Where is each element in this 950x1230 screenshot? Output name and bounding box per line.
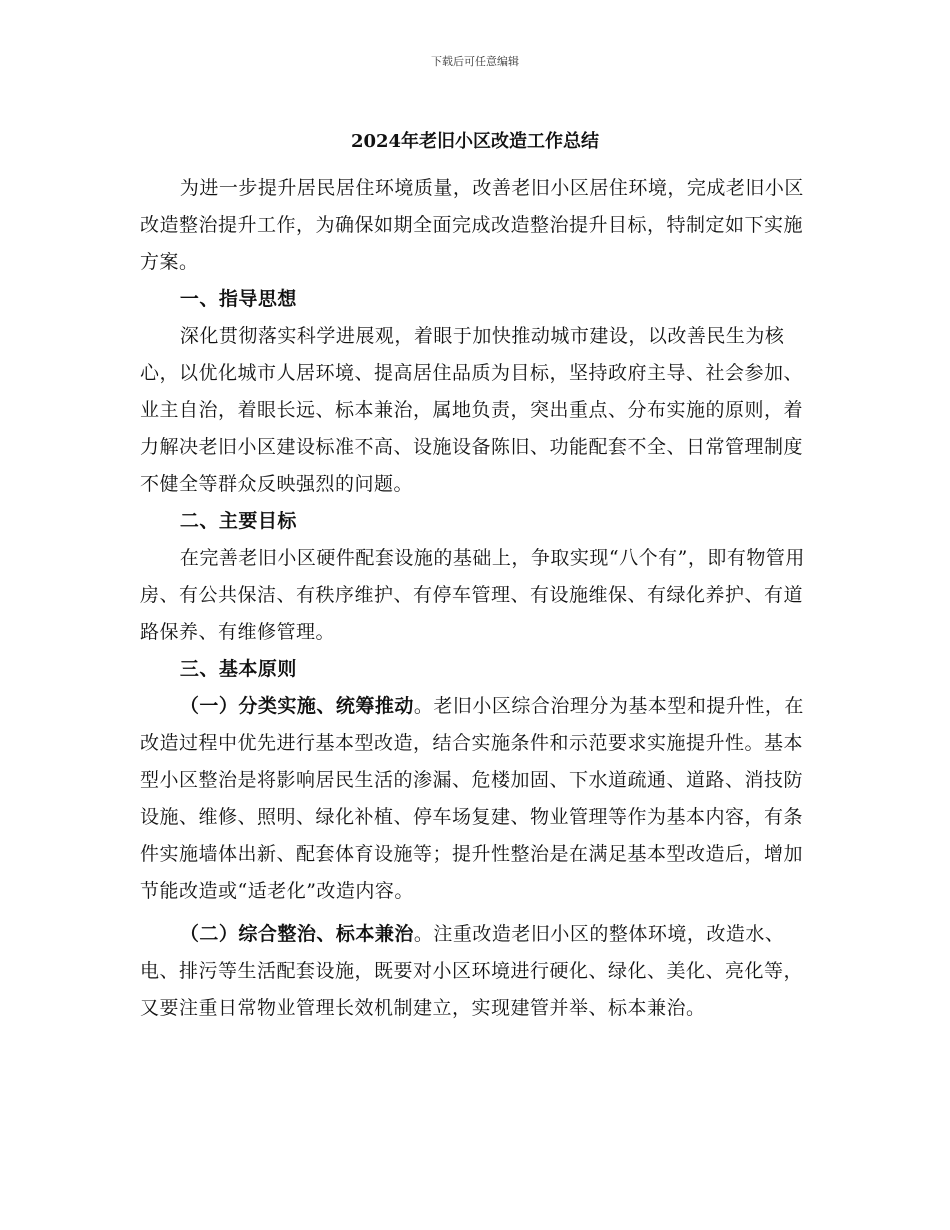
principle-2-lead: （二）综合整治、标本兼治 xyxy=(179,923,414,945)
section-heading-guiding-ideology: 一、指导思想 xyxy=(179,288,297,310)
principle-1-text: 。老旧小区综合治理分为基本型和提升性，在改造过程中优先进行基本型改造，结合实施条件和示范要求实施提升性。基本型小区整治是将影响居民生活的渗漏、危楼加固、下水道疏通、道路、消技防设施、维修、照明、绿化补植、停车场复建、物业管理等作为基本内容，有条件实施墙体出新、配套体育设施等；提升性整治是在满足基本型改造后，增加节能改造或“适老化”改造内容。 xyxy=(140,695,804,902)
principle-1-lead: （一）分类实施、统筹推动 xyxy=(179,695,414,717)
page-header-note: 下载后可任意编辑 xyxy=(431,55,519,68)
intro-paragraph: 为进一步提升居民居住环境质量，改善老旧小区居住环境，完成老旧小区改造整治提升工作，为确保如期全面完成改造整治提升目标，特制定如下实施方案。 xyxy=(140,177,804,273)
document-title: 2024年老旧小区改造工作总结 xyxy=(350,131,600,152)
section-paragraph-guiding-ideology: 深化贯彻落实科学进展观，着眼于加快推动城市建设，以改善民生为核心，以优化城市人居环境、提高居住品质为目标，坚持政府主导、社会参加、业主自治，着眼长远、标本兼治，属地负责，突出重点、分布实施的原则，着力解决老旧小区建设标准不高、设施设备陈旧、功能配套不全、日常管理制度不健全等群众反映强烈的问题。 xyxy=(140,325,804,495)
principle-paragraph-2 xyxy=(140,916,812,1027)
section-heading-main-goals: 二、主要目标 xyxy=(179,510,297,532)
section-paragraph-main-goals: 在完善老旧小区硬件配套设施的基础上，争取实现“八个有”，即有物管用房、有公共保洁、有秩序维护、有停车管理、有设施维保、有绿化养护、有道路保养、有维修管理。 xyxy=(140,547,805,643)
principle-2-text: 。注重改造老旧小区的整体环境，改造水、电、排污等生活配套设施，既要对小区环境进行硬化、绿化、美化、亮化等，又要注重日常物业管理长效机制建立，实现建管并举、标本兼治。 xyxy=(140,923,804,1019)
document-body xyxy=(140,170,812,1027)
section-heading-basic-principles: 三、基本原则 xyxy=(179,658,297,680)
principle-paragraph-1 xyxy=(140,688,812,910)
